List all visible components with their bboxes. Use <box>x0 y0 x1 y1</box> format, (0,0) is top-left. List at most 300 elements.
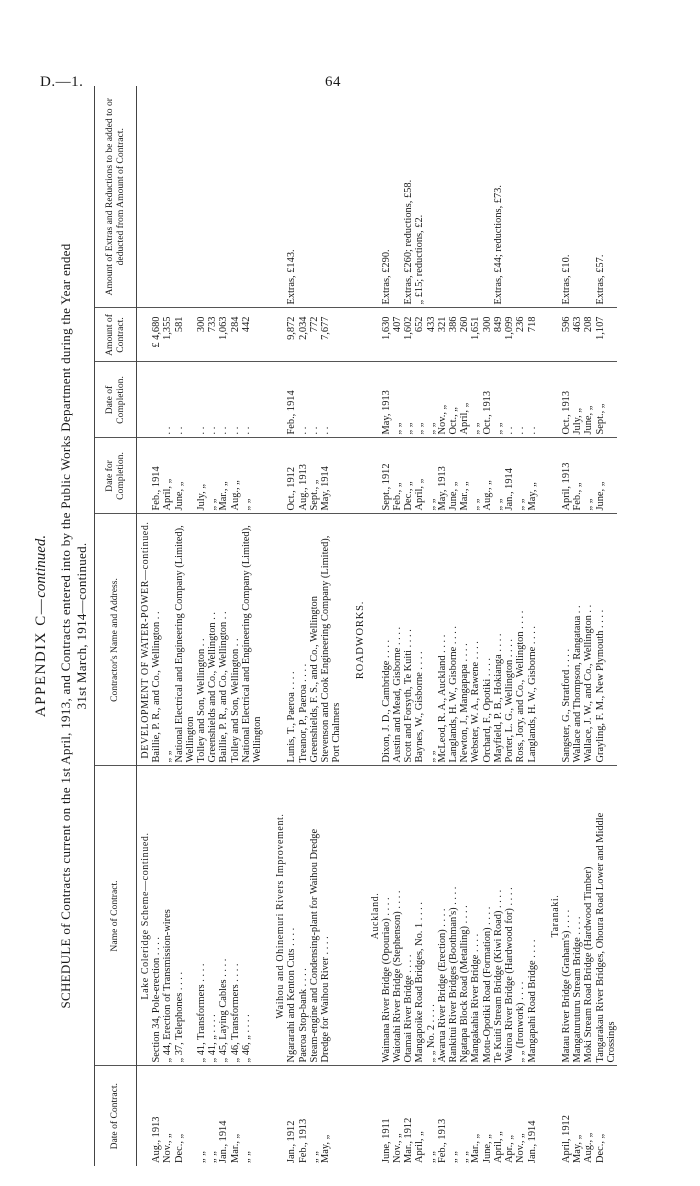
contractor-name: Porter, L. G., Wellington . . . . <box>504 514 515 766</box>
table-row <box>504 86 515 1166</box>
date-of-completion: . . <box>207 362 218 438</box>
col-date-of-completion: Date of Completion. <box>95 362 137 438</box>
date-for-completion: „ „ <box>515 438 526 514</box>
table-row <box>595 86 617 1166</box>
contract-name: Mangaturuturu Stream Bridge . . . . <box>572 766 583 1066</box>
empty-cell <box>272 362 286 438</box>
empty-cell <box>351 308 366 362</box>
table-row <box>437 86 448 1166</box>
date-of-completion: Feb., 1914 <box>286 362 297 438</box>
contract-name: „ 37, Telephones . . . . <box>174 766 196 1066</box>
table-row <box>493 86 504 1166</box>
contractor-name: Baynes, W., Gisborne . . . . <box>414 514 425 766</box>
lake-coleridge-heading-row <box>137 86 152 1166</box>
extras-reductions <box>309 86 320 308</box>
contractor-name: Webster, W. A., Rawene . . . . <box>470 514 481 766</box>
empty-cell <box>272 308 286 362</box>
empty-cell <box>367 438 381 514</box>
date-of-completion: April, „ <box>459 362 470 438</box>
col-extras: Amount of Extras and Reductions to be added to or deducted from Amount of Contract. <box>95 86 137 308</box>
contract-amount: 260 <box>459 308 470 362</box>
extras-reductions <box>162 86 173 308</box>
contract-name: Mangapoike Road Bridges, No. 1 . . . . <box>414 766 425 1066</box>
contract-name: Awarua River Bridge (Erection) . . . . <box>437 766 448 1066</box>
table-row <box>527 86 538 1166</box>
contract-amount: 321 <box>437 308 448 362</box>
extras-reductions <box>320 86 342 308</box>
contract-name: Paeroa Stop-bank . . . . <box>298 766 309 1066</box>
auckland-heading-row <box>367 86 381 1166</box>
empty-cell <box>547 308 561 362</box>
empty-cell <box>367 308 381 362</box>
contract-name: Rankitui River Bridges (Boothman's) . . . . <box>448 766 459 1066</box>
contractor-name: National Electrical and Engineering Company (Limited), Wellington <box>174 514 196 766</box>
spacer-cell <box>342 308 351 362</box>
contractor-name: Greenshields, F. S., and Co., Wellington <box>309 514 320 766</box>
date-of-completion: „ „ <box>470 362 481 438</box>
contractor-name: Greenshields and Co., Wellington . . <box>207 514 218 766</box>
date-of-completion: . . <box>241 362 263 438</box>
extras-reductions <box>218 86 229 308</box>
contractor-name: Orchard, F., Opotiki . . . . <box>482 514 493 766</box>
schedule-title-line-2: 31st March, 1914—continued. <box>74 542 89 710</box>
contract-amount: 208 <box>583 308 594 362</box>
extras-reductions <box>241 86 263 308</box>
date-of-contract: April, „ <box>414 1131 426 1163</box>
date-of-completion: „ „ <box>426 362 437 438</box>
date-for-completion: Aug., „ <box>230 438 241 514</box>
contractor-name: Baillie, P. R., and Co., Wellington . . <box>218 514 229 766</box>
date-for-completion: Aug., „ <box>482 438 493 514</box>
contractor-name: Langlands, H. W., Gisborne . . . . <box>448 514 459 766</box>
extras-reductions <box>504 86 515 308</box>
date-of-completion: . . <box>515 362 526 438</box>
date-for-completion: Aug., 1913 <box>298 438 309 514</box>
extras-reductions: Extras, £290. <box>381 86 392 308</box>
spacer-cell <box>342 438 351 514</box>
date-of-contract: June, „ <box>481 1134 493 1163</box>
spacer-cell <box>342 1066 351 1166</box>
contract-name: Matau River Bridge (Graham's) . . . . <box>561 766 572 1066</box>
contract-name: Ngatapa Block Road (Metalling) . . . . <box>459 766 470 1066</box>
date-for-completion: April, 1913 <box>561 438 572 514</box>
date-of-contract: April, „ <box>492 1131 504 1163</box>
table-row <box>286 86 297 1166</box>
table-row <box>298 86 309 1166</box>
date-of-completion: . . <box>527 362 538 438</box>
col-date-of-contract: Date of Contract. <box>95 1066 137 1166</box>
table-row <box>426 86 437 1166</box>
date-of-completion: . . <box>309 362 320 438</box>
date-of-contract: Feb., 1913 <box>436 1118 448 1163</box>
date-of-contract: Mar., „ <box>470 1133 482 1163</box>
page-number: 64 <box>325 74 341 90</box>
col-date-for-completion: Date for Completion. <box>95 438 137 514</box>
contractor-name: Baillie, P. R., and Co., Wellington . . <box>151 514 162 766</box>
date-for-completion: May, „ <box>527 438 538 514</box>
extras-reductions <box>298 86 309 308</box>
empty-cell <box>137 308 152 362</box>
extras-reductions <box>426 86 437 308</box>
contract-name: „ „ No. 2 . . . . <box>426 766 437 1066</box>
date-of-contract: „ „ <box>308 1151 320 1163</box>
table-row <box>196 86 207 1166</box>
contractor-name: Treanor, P., Paeroa . . . . <box>298 514 309 766</box>
contract-name: Waiotahi River Bridge (Stephenson) . . . . <box>392 766 403 1066</box>
table-row <box>381 86 392 1166</box>
extras-reductions: Extras, £44; reductions, £73. <box>493 86 504 308</box>
contractor-name: Scott and Forsyth, Te Kuiti . . . . <box>403 514 414 766</box>
contract-amount: 1,651 <box>470 308 481 362</box>
date-of-completion: July, „ <box>572 362 583 438</box>
spacer-cell <box>538 766 547 1066</box>
extras-reductions <box>174 86 196 308</box>
contractor-name: Ross, Jory, and Co., Wellington . . . . <box>515 514 526 766</box>
contract-name: „ 41, Transformers . . . . <box>196 766 207 1066</box>
extras-reductions <box>459 86 470 308</box>
empty-cell <box>272 438 286 514</box>
contract-amount: 463 <box>572 308 583 362</box>
table-row <box>218 86 229 1166</box>
contractor-name: Tolley and Son, Wellington . . <box>230 514 241 766</box>
spacer-cell <box>263 1066 272 1166</box>
contract-amount: 386 <box>448 308 459 362</box>
contractor-name: Newton, J., Mangapapa . . . . <box>459 514 470 766</box>
date-of-completion: . . <box>218 362 229 438</box>
date-of-completion: . . <box>162 362 173 438</box>
contract-name: Tangarakau River Bridges, Ohoura Road Lower and Middle Crossings <box>595 766 617 1066</box>
appendix-title <box>33 86 49 1166</box>
date-of-contract: Jan., 1912 <box>286 1120 298 1163</box>
date-of-completion: . . <box>230 362 241 438</box>
taranaki-heading: Taranaki. <box>547 766 561 1066</box>
contract-amount: 849 <box>493 308 504 362</box>
contractor-name: Tolley and Son, Wellington . . <box>196 514 207 766</box>
contract-name: Mangakahia River Bridge . . . . <box>470 766 481 1066</box>
spacer-row <box>538 86 547 1166</box>
contract-amount: 433 <box>426 308 437 362</box>
date-of-completion: . . <box>174 362 196 438</box>
date-for-completion: July, „ <box>196 438 207 514</box>
contract-name: „ 41, „ . . . . <box>207 766 218 1066</box>
date-of-contract: Jan., 1914 <box>526 1120 538 1163</box>
date-for-completion: Feb., „ <box>572 438 583 514</box>
date-for-completion: „ „ <box>426 438 437 514</box>
empty-cell <box>547 86 561 308</box>
date-for-completion: Sept., „ <box>309 438 320 514</box>
table-row <box>515 86 526 1166</box>
table-row <box>561 86 572 1166</box>
date-of-contract: Aug., „ <box>583 1132 595 1163</box>
appendix-title-continued: continued. <box>33 534 49 598</box>
date-of-completion <box>151 362 162 438</box>
empty-cell <box>367 86 381 308</box>
extras-reductions <box>527 86 538 308</box>
schedule-title <box>58 86 90 1166</box>
table-row <box>207 86 218 1166</box>
col-amount: Amount of Contract. <box>95 308 137 362</box>
date-for-completion: Mar., „ <box>459 438 470 514</box>
extras-reductions <box>482 86 493 308</box>
contract-name: Moki Stream Road Bridge (Hardwood Timber) <box>583 766 594 1066</box>
extras-reductions: Extras, £260; reductions, £58. <box>403 86 414 308</box>
date-of-contract: „ „ <box>240 1151 252 1163</box>
spacer-cell <box>342 86 351 308</box>
date-of-contract: Dec., „ <box>594 1133 606 1163</box>
contract-amount: 407 <box>392 308 403 362</box>
contractor-name: Langlands, H. W., Gisborne . . . . <box>527 514 538 766</box>
date-of-contract: Mar., 1912 <box>403 1117 415 1163</box>
contract-amount: 733 <box>207 308 218 362</box>
date-for-completion: „ „ <box>470 438 481 514</box>
extras-reductions: Extras, £57. <box>595 86 617 308</box>
date-for-completion: Jan., 1914 <box>504 438 515 514</box>
empty-cell <box>547 1066 561 1166</box>
spacer-cell <box>342 514 351 766</box>
empty-cell <box>367 362 381 438</box>
date-for-completion: Sept., 1912 <box>381 438 392 514</box>
col-contractor: Contractor's Name and Address. <box>95 514 137 766</box>
date-for-completion: April, „ <box>414 438 425 514</box>
table-row <box>403 86 414 1166</box>
contract-amount: 772 <box>309 308 320 362</box>
empty-cell <box>351 86 366 308</box>
date-of-contract: Mar., „ <box>229 1133 241 1163</box>
spacer-cell <box>538 1066 547 1166</box>
date-of-contract: Jan., 1914 <box>218 1120 230 1163</box>
contract-amount: 1,063 <box>218 308 229 362</box>
spacer-cell <box>263 766 272 1066</box>
lake-coleridge-contractor-heading: DEVELOPMENT OF WATER-POWER—continued. <box>137 514 152 766</box>
table-row <box>470 86 481 1166</box>
contract-name: Wairoa River Bridge (Hardwood for) . . . . <box>504 766 515 1066</box>
empty-cell <box>137 362 152 438</box>
contract-amount: 596 <box>561 308 572 362</box>
date-of-completion: „ „ <box>403 362 414 438</box>
extras-reductions <box>515 86 526 308</box>
extras-reductions <box>392 86 403 308</box>
date-of-contract: May, „ <box>320 1134 332 1163</box>
contract-name: Motu-Opotiki Road (Formation) . . . . <box>482 766 493 1066</box>
spacer-cell <box>263 308 272 362</box>
spacer-cell <box>538 308 547 362</box>
contract-amount: 300 <box>196 308 207 362</box>
extras-reductions <box>151 86 162 308</box>
empty-cell <box>367 1066 381 1166</box>
table-row <box>241 86 263 1166</box>
empty-cell <box>547 362 561 438</box>
contract-name: „ 46, „ . . . . <box>241 766 263 1066</box>
contract-name: „ 46, Transformers . . . . <box>230 766 241 1066</box>
table-row <box>459 86 470 1166</box>
spacer-cell <box>263 86 272 308</box>
document-reference: D.—1. <box>40 74 84 90</box>
schedule-title-line-1: SCHEDULE of Contracts current on the 1st April, 1913, and Contracts entered into by the Public Works Department during the Year ended <box>58 243 73 1009</box>
contract-amount: 1,602 <box>403 308 414 362</box>
date-of-contract: Dec., „ <box>173 1133 185 1163</box>
date-of-contract: June, 1911 <box>380 1118 392 1163</box>
date-of-completion: „ „ <box>414 362 425 438</box>
contract-amount: 1,099 <box>504 308 515 362</box>
date-of-completion: . . <box>196 362 207 438</box>
extras-reductions <box>196 86 207 308</box>
contractor-name: „ „ <box>426 514 437 766</box>
contract-amount: 300 <box>482 308 493 362</box>
contract-amount: 2,034 <box>298 308 309 362</box>
rotated-schedule-page <box>32 86 672 1166</box>
extras-reductions: Extras, £143. <box>286 86 297 308</box>
date-for-completion: „ „ <box>207 438 218 514</box>
auckland-heading: Auckland. <box>367 766 381 1066</box>
empty-cell <box>137 438 152 514</box>
spacer-cell <box>538 86 547 308</box>
date-of-completion: May, 1913 <box>381 362 392 438</box>
empty-cell <box>351 766 366 1066</box>
extras-reductions <box>583 86 594 308</box>
date-of-completion: . . <box>298 362 309 438</box>
contract-amount: 1,107 <box>595 308 617 362</box>
spacer-cell <box>342 362 351 438</box>
table-row <box>448 86 459 1166</box>
contract-amount: £ 4,680 <box>151 308 162 362</box>
date-for-completion: „ „ <box>241 438 263 514</box>
contract-amount: 1,630 <box>381 308 392 362</box>
date-for-completion: Oct., 1912 <box>286 438 297 514</box>
contractor-name: Austin and Mead, Gisborne . . . . <box>392 514 403 766</box>
contract-name: Waimana River Bridge (Opouriao) . . . . <box>381 766 392 1066</box>
empty-cell <box>351 438 366 514</box>
date-of-contract: „ „ <box>207 1151 219 1163</box>
extras-reductions <box>437 86 448 308</box>
table-row <box>414 86 425 1166</box>
contractor-name: McLeod, R. A., Auckland . . . . <box>437 514 448 766</box>
roadworks-heading: ROADWORKS. <box>351 514 366 766</box>
table-row <box>230 86 241 1166</box>
date-of-contract: „ „ <box>425 1151 437 1163</box>
contract-amount: 581 <box>174 308 196 362</box>
date-for-completion: „ „ <box>493 438 504 514</box>
empty-cell <box>272 86 286 308</box>
contract-name: „ 45, Laying Cables . . . . <box>218 766 229 1066</box>
table-row <box>392 86 403 1166</box>
contract-name: „ „ (Ironwork) . . . . <box>515 766 526 1066</box>
date-of-completion: Oct., 1913 <box>561 362 572 438</box>
date-for-completion: Dec., „ <box>403 438 414 514</box>
contract-name: Te Kuiti Stream Bridge (Kiwi Road) . . . . <box>493 766 504 1066</box>
date-of-completion: Oct., „ <box>448 362 459 438</box>
waihou-ohinemuri-contractor-heading <box>272 514 286 766</box>
table-row <box>151 86 162 1166</box>
date-of-completion: „ „ <box>493 362 504 438</box>
date-of-completion: . . <box>504 362 515 438</box>
contract-name: Section 34, Pole-erection . . . . <box>151 766 162 1066</box>
contractor-name: Wallace, J. W., and Co., Wellington . . <box>583 514 594 766</box>
date-for-completion: May, 1913 <box>437 438 448 514</box>
spacer-row <box>263 86 272 1166</box>
contractor-name: Lunis, T., Paeroa . . . . <box>286 514 297 766</box>
spacer-cell <box>342 766 351 1066</box>
table-row <box>162 86 173 1166</box>
table-row <box>309 86 320 1166</box>
date-for-completion: Mar., „ <box>218 438 229 514</box>
date-of-contract: May, „ <box>572 1134 584 1163</box>
contracts-table <box>94 86 617 1166</box>
contract-amount: 718 <box>527 308 538 362</box>
spacer-cell <box>263 438 272 514</box>
empty-cell <box>547 438 561 514</box>
contract-amount: 1,355 <box>162 308 173 362</box>
date-of-contract: „ „ <box>459 1151 471 1163</box>
date-of-contract: Apr., „ <box>504 1135 516 1163</box>
contract-amount: 7,677 <box>320 308 342 362</box>
extras-reductions <box>207 86 218 308</box>
contract-name: Steam-engine and Condensing-plant for Waihou Dredge <box>309 766 320 1066</box>
spacer-row <box>342 86 351 1166</box>
date-of-contract: Nov., „ <box>515 1133 527 1163</box>
waihou-ohinemuri-heading-row <box>272 86 286 1166</box>
contract-name: Ngararahi and Kenton Cuts . . . . <box>286 766 297 1066</box>
extras-reductions: „ £15; reductions, £2. <box>414 86 425 308</box>
table-row <box>482 86 493 1166</box>
date-for-completion: June, „ <box>448 438 459 514</box>
appendix-title-main: APPENDIX C— <box>33 597 49 718</box>
extras-reductions: Extras, £10. <box>561 86 572 308</box>
date-for-completion: „ „ <box>583 438 594 514</box>
date-of-completion: Nov., „ <box>437 362 448 438</box>
contractor-name: Wallace and Thompson, Rangataua . . <box>572 514 583 766</box>
col-name-of-contract: Name of Contract. <box>95 766 137 1066</box>
spacer-cell <box>538 362 547 438</box>
extras-reductions <box>448 86 459 308</box>
empty-cell <box>351 1066 366 1166</box>
date-of-completion: Oct., 1913 <box>482 362 493 438</box>
date-of-completion: . . <box>320 362 342 438</box>
extras-reductions <box>230 86 241 308</box>
table-header-row <box>95 86 137 1166</box>
table-body <box>137 86 617 1166</box>
date-of-contract: Aug., 1913 <box>151 1116 163 1163</box>
contract-amount: 236 <box>515 308 526 362</box>
contract-amount: 652 <box>414 308 425 362</box>
date-of-completion: Sept., „ <box>595 362 617 438</box>
empty-cell <box>137 86 152 308</box>
contractor-name: Sangster, G., Stratford . . . . <box>561 514 572 766</box>
date-for-completion: June, „ <box>595 438 617 514</box>
taranaki-contractor-heading <box>547 514 561 766</box>
contractor-name: Grayling, F. M., New Plymouth . . . . <box>595 514 617 766</box>
date-for-completion: Feb., 1914 <box>151 438 162 514</box>
table-row <box>572 86 583 1166</box>
date-of-contract: Feb., 1913 <box>297 1118 309 1163</box>
contract-amount: 284 <box>230 308 241 362</box>
date-of-contract: „ „ <box>196 1151 208 1163</box>
table-row <box>583 86 594 1166</box>
date-for-completion: May, 1914 <box>320 438 342 514</box>
taranaki-heading-row <box>547 86 561 1166</box>
contractor-name: Mayfield, P. B., Hokianga . . . . <box>493 514 504 766</box>
roadworks-heading-row <box>351 86 366 1166</box>
auckland-contractor-heading <box>367 514 381 766</box>
contract-name: Dredge for Waihou River . . . . <box>320 766 342 1066</box>
contract-amount: 442 <box>241 308 263 362</box>
contract-name: Mangapahi Road Bridge . . . . <box>527 766 538 1066</box>
contractor-name: Stevenson and Cook Engineering Company (Limited), Port Chalmers <box>320 514 342 766</box>
date-of-contract: Nov., „ <box>392 1133 404 1163</box>
table-row <box>174 86 196 1166</box>
date-of-contract: „ „ <box>448 1151 460 1163</box>
contract-name: Otamai River Bridge . . . . <box>403 766 414 1066</box>
contractor-name: „ „ <box>162 514 173 766</box>
